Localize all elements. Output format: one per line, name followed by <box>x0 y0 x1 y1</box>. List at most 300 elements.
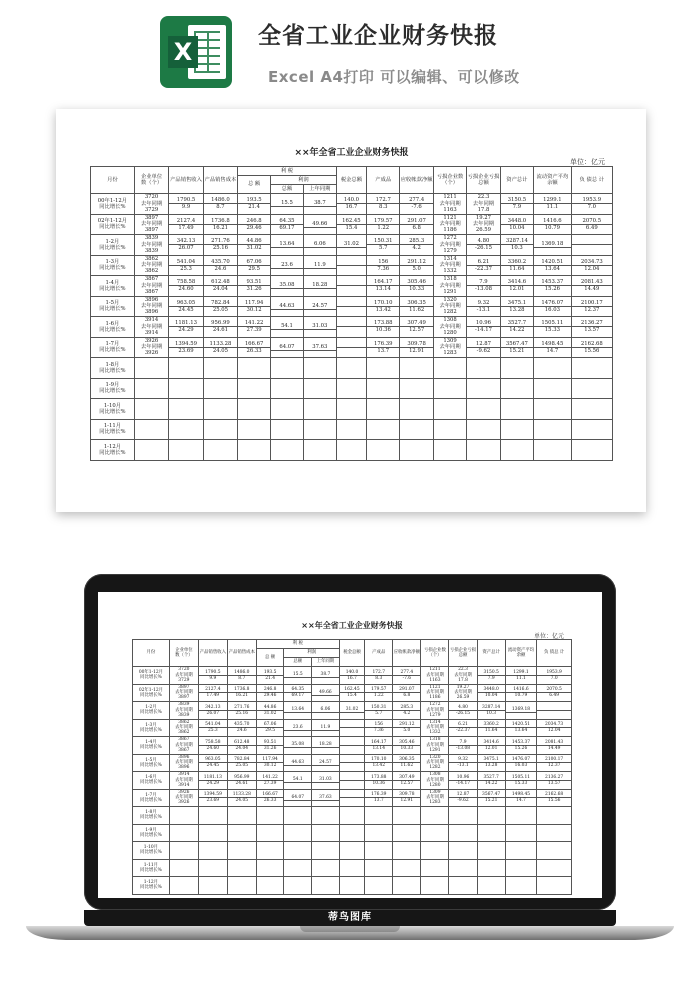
cell-recv: 309.78 12.91 <box>400 337 433 358</box>
cell-loss-amt <box>467 419 500 440</box>
col-receivable: 应收帐款净额 <box>400 167 433 194</box>
cell-same: 24.57 <box>312 754 340 772</box>
cell-sales <box>198 842 227 860</box>
cell-units <box>169 807 198 825</box>
cell-current: 1420.51 13.64 <box>505 719 537 737</box>
cell-profit <box>271 440 304 461</box>
cell-total <box>256 877 284 895</box>
cell-recv: 291.07 6.8 <box>393 684 421 702</box>
document-preview <box>56 109 646 512</box>
cell-liab <box>537 702 572 720</box>
cell-total <box>256 859 284 877</box>
cell-same <box>312 842 340 860</box>
col-current-assets: 流动资产平均余额 <box>534 167 572 194</box>
cell-loss-amt: 6.21 -22.37 <box>449 719 477 737</box>
cell-units: 3867 去年同期 3867 <box>134 276 168 297</box>
cell-current: 1416.6 10.79 <box>534 214 572 235</box>
cell-assets: 3527.7 14.22 <box>500 317 533 338</box>
cell-assets <box>477 807 505 825</box>
cell-finished: 170.10 13.42 <box>365 754 393 772</box>
cell-total: 44.86 31.02 <box>238 235 271 256</box>
cell-loss-amt: 9.32 -13.1 <box>467 296 500 317</box>
row-label: 1-2月 同比增长% <box>91 235 135 256</box>
cell-recv: 306.35 11.62 <box>393 754 421 772</box>
cell-total: 141.22 27.39 <box>256 772 284 790</box>
table-row <box>91 378 613 399</box>
cell-same <box>312 877 340 895</box>
cell-assets <box>477 824 505 842</box>
table-row <box>91 235 613 256</box>
table-row <box>91 255 613 276</box>
cell-finished <box>367 419 400 440</box>
cell-profit: 35.08 <box>271 276 304 297</box>
cell-liab: 2100.17 12.37 <box>537 754 572 772</box>
cell-sales <box>198 824 227 842</box>
cell-loss-amt: 4.80 -26.15 <box>467 235 500 256</box>
cell-current: 1476.07 16.03 <box>505 754 537 772</box>
cell-loss-amt: 12.87 -9.62 <box>467 337 500 358</box>
cell-profit: 44.63 <box>271 296 304 317</box>
cell-loss-units: 1211 去年同期 1163 <box>421 667 449 685</box>
cell-loss-units: 1272 去年同期 1279 <box>421 702 449 720</box>
cell-cost: 612.48 24.04 <box>203 276 237 297</box>
cell-liab: 2070.5 6.49 <box>571 214 612 235</box>
cell-loss-units: 1318 去年同期 1291 <box>421 737 449 755</box>
cell-recv <box>393 842 421 860</box>
cell-total: 93.51 31.26 <box>256 737 284 755</box>
table-row <box>133 859 572 877</box>
cell-profit <box>271 358 304 379</box>
table-row <box>133 667 572 685</box>
cell-sales <box>169 440 203 461</box>
cell-profit <box>271 419 304 440</box>
table-row <box>91 358 613 379</box>
cell-finished <box>365 842 393 860</box>
cell-loss-units <box>421 807 449 825</box>
cell-liab <box>537 842 572 860</box>
cell-liab <box>537 807 572 825</box>
cell-cost: 782.84 25.05 <box>227 754 256 772</box>
cell-loss-amt <box>467 440 500 461</box>
table-row <box>133 789 572 807</box>
cell-profit <box>271 378 304 399</box>
cell-recv <box>393 824 421 842</box>
col-loss-amount: 亏损企业亏损总额 <box>449 640 477 667</box>
cell-loss-units: 1308 去年同期 1280 <box>421 772 449 790</box>
cell-cost: 1736.8 16.21 <box>203 214 237 235</box>
cell-cost <box>227 859 256 877</box>
col-sales-cost: 产品销售成本 <box>227 640 256 667</box>
cell-cost <box>203 399 237 420</box>
cell-loss-units <box>421 842 449 860</box>
col-current-assets: 流动资产平均余额 <box>505 640 537 667</box>
cell-cost: 1133.28 24.05 <box>203 337 237 358</box>
cell-loss-amt <box>449 824 477 842</box>
col-same-period: 上年同期 <box>312 658 340 667</box>
cell-same <box>303 378 336 399</box>
report-table <box>132 639 572 895</box>
cell-units: 3839 去年同期 3839 <box>134 235 168 256</box>
col-assets: 资产总计 <box>477 640 505 667</box>
cell-recv: 307.49 12.57 <box>400 317 433 338</box>
cell-assets: 3414.6 12.01 <box>477 737 505 755</box>
cell-tax: 31.02 <box>339 702 364 720</box>
cell-current <box>534 419 572 440</box>
cell-units: 3862 去年同期 3862 <box>134 255 168 276</box>
cell-recv: 285.3 4.2 <box>400 235 433 256</box>
cell-cost: 1736.8 16.21 <box>227 684 256 702</box>
cell-same: 18.28 <box>303 276 336 297</box>
table-row <box>133 719 572 737</box>
row-label: 1-5月 同比增长% <box>133 754 170 772</box>
cell-recv: 277.4 -7.6 <box>393 667 421 685</box>
cell-same: 11.9 <box>303 255 336 276</box>
cell-profit: 64.07 <box>271 337 304 358</box>
table-row <box>91 276 613 297</box>
cell-liab: 2081.43 14.49 <box>537 737 572 755</box>
row-label: 00年1-12月 同比增长% <box>133 667 170 685</box>
cell-recv: 291.12 5.0 <box>393 719 421 737</box>
cell-profit: 15.5 <box>271 194 304 215</box>
cell-profit <box>271 399 304 420</box>
col-profit-tax: 利 税 <box>256 640 339 649</box>
row-label: 1-9月 同比增长% <box>91 378 135 399</box>
cell-current <box>534 399 572 420</box>
cell-assets: 3527.7 14.22 <box>477 772 505 790</box>
cell-loss-units: 1211 去年同期 1163 <box>433 194 466 215</box>
col-loss-units: 亏损企业数（个） <box>421 640 449 667</box>
cell-loss-amt <box>449 859 477 877</box>
table-row <box>91 194 613 215</box>
cell-assets: 3414.6 12.01 <box>500 276 533 297</box>
cell-units <box>169 859 198 877</box>
cell-sales: 1181.13 24.29 <box>198 772 227 790</box>
cell-loss-units <box>433 440 466 461</box>
excel-icon: X <box>160 16 232 88</box>
cell-loss-amt: 19.27 去年同期 26.59 <box>467 214 500 235</box>
cell-tax <box>339 807 364 825</box>
cell-sales: 758.58 24.60 <box>198 737 227 755</box>
cell-tax <box>339 772 364 790</box>
cell-current <box>505 859 537 877</box>
cell-finished: 172.7 8.3 <box>365 667 393 685</box>
cell-finished: 150.31 5.7 <box>367 235 400 256</box>
cell-loss-amt <box>449 842 477 860</box>
col-profit: 利润 <box>271 176 337 185</box>
cell-recv <box>400 399 433 420</box>
cell-same: 37.63 <box>312 789 340 807</box>
cell-same: 6.06 <box>303 235 336 256</box>
row-label: 1-7月 同比增长% <box>91 337 135 358</box>
col-finished: 产成品 <box>365 640 393 667</box>
cell-total: 67.06 29.5 <box>256 719 284 737</box>
cell-tax <box>339 859 364 877</box>
cell-finished: 179.57 1.22 <box>367 214 400 235</box>
col-assets: 资产总计 <box>500 167 533 194</box>
row-label: 02年1-12月 同比增长% <box>133 684 170 702</box>
cell-profit: 44.63 <box>284 754 312 772</box>
cell-loss-units: 1308 去年同期 1280 <box>433 317 466 338</box>
cell-cost <box>227 824 256 842</box>
cell-current <box>534 440 572 461</box>
cell-loss-amt: 10.96 -14.17 <box>467 317 500 338</box>
cell-same <box>312 807 340 825</box>
cell-assets <box>500 358 533 379</box>
laptop-notch <box>300 926 400 932</box>
row-label: 02年1-12月 同比增长% <box>91 214 135 235</box>
cell-units: 3914 去年同期 3914 <box>169 772 198 790</box>
cell-profit: 13.64 <box>284 702 312 720</box>
col-tax-total: 税金总额 <box>339 640 364 667</box>
cell-current <box>505 842 537 860</box>
row-label: 1-12月 同比增长% <box>133 877 170 895</box>
row-label: 1-12月 同比增长% <box>91 440 135 461</box>
cell-loss-amt: 22.3 去年同期 17.8 <box>467 194 500 215</box>
cell-units: 3926 去年同期 3926 <box>169 789 198 807</box>
cell-liab <box>571 378 612 399</box>
col-profit-total: 总额 <box>284 658 312 667</box>
cell-finished: 176.39 13.7 <box>365 789 393 807</box>
cell-profit: 64.35 69.17 <box>271 214 304 235</box>
cell-loss-amt: 10.96 -14.17 <box>449 772 477 790</box>
cell-cost: 271.76 25.16 <box>227 702 256 720</box>
cell-same: 31.03 <box>312 772 340 790</box>
table-row <box>133 824 572 842</box>
cell-finished: 173.88 10.36 <box>365 772 393 790</box>
col-liabilities: 负 债总 计 <box>571 167 612 194</box>
cell-tax <box>336 337 366 358</box>
cell-current: 1453.37 15.26 <box>534 276 572 297</box>
cell-same: 11.9 <box>312 719 340 737</box>
col-units: 企业单位 数（个） <box>169 640 198 667</box>
cell-loss-units: 1318 去年同期 1291 <box>433 276 466 297</box>
cell-sales: 1790.5 9.9 <box>198 667 227 685</box>
cell-finished: 164.17 13.14 <box>365 737 393 755</box>
cell-units: 3897 去年同期 3897 <box>134 214 168 235</box>
cell-sales: 1181.13 24.29 <box>169 317 203 338</box>
cell-units <box>169 824 198 842</box>
cell-sales <box>169 419 203 440</box>
cell-finished <box>367 358 400 379</box>
cell-same <box>312 859 340 877</box>
cell-tax <box>339 789 364 807</box>
cell-tax <box>339 719 364 737</box>
col-units: 企业单位 数（个） <box>134 167 168 194</box>
cell-sales <box>198 859 227 877</box>
cell-total: 193.5 21.4 <box>256 667 284 685</box>
cell-assets <box>500 419 533 440</box>
row-label: 1-4月 同比增长% <box>133 737 170 755</box>
cell-tax: 140.0 16.7 <box>336 194 366 215</box>
cell-tax <box>336 255 366 276</box>
row-label: 1-2月 同比增长% <box>133 702 170 720</box>
cell-recv <box>400 419 433 440</box>
row-label: 1-10月 同比增长% <box>133 842 170 860</box>
cell-current: 1476.07 16.03 <box>534 296 572 317</box>
cell-same: 37.63 <box>303 337 336 358</box>
cell-total: 246.8 29.46 <box>238 214 271 235</box>
cell-loss-amt: 6.21 -22.37 <box>467 255 500 276</box>
cell-total: 166.67 26.33 <box>256 789 284 807</box>
cell-finished: 156 7.36 <box>365 719 393 737</box>
cell-finished: 173.88 10.36 <box>367 317 400 338</box>
cell-tax <box>336 419 366 440</box>
cell-profit: 23.6 <box>284 719 312 737</box>
cell-loss-amt: 22.3 去年同期 17.8 <box>449 667 477 685</box>
cell-loss-units <box>421 877 449 895</box>
cell-loss-amt <box>449 877 477 895</box>
cell-cost <box>203 419 237 440</box>
cell-cost: 956.99 24.61 <box>227 772 256 790</box>
col-sales-revenue: 产品销售收入 <box>198 640 227 667</box>
cell-same: 38.7 <box>303 194 336 215</box>
cell-tax <box>339 842 364 860</box>
cell-recv <box>393 859 421 877</box>
cell-total <box>238 378 271 399</box>
cell-liab: 1953.9 7.0 <box>537 667 572 685</box>
cell-cost: 271.76 25.16 <box>203 235 237 256</box>
cell-sales: 2127.4 17.49 <box>169 214 203 235</box>
cell-profit: 35.08 <box>284 737 312 755</box>
cell-current <box>534 378 572 399</box>
cell-units <box>134 378 168 399</box>
cell-current <box>505 824 537 842</box>
report-table <box>90 166 613 461</box>
cell-same <box>303 358 336 379</box>
col-month: 月份 <box>91 167 135 194</box>
cell-total <box>256 824 284 842</box>
cell-tax <box>336 296 366 317</box>
cell-tax <box>336 440 366 461</box>
cell-total <box>256 807 284 825</box>
cell-total <box>238 399 271 420</box>
table-row <box>91 337 613 358</box>
cell-assets: 3448.0 10.04 <box>500 214 533 235</box>
cell-units: 3839 去年同期 3839 <box>169 702 198 720</box>
cell-units: 3862 去年同期 3862 <box>169 719 198 737</box>
cell-units: 3926 去年同期 3926 <box>134 337 168 358</box>
cell-loss-amt: 4.80 -26.15 <box>449 702 477 720</box>
cell-current: 1369.18 <box>534 235 572 256</box>
col-same-period: 上年同期 <box>303 185 336 194</box>
cell-finished <box>365 824 393 842</box>
cell-same: 18.28 <box>312 737 340 755</box>
cell-assets <box>500 440 533 461</box>
cell-sales <box>169 358 203 379</box>
cell-tax <box>336 276 366 297</box>
cell-current: 1498.45 14.7 <box>505 789 537 807</box>
cell-loss-units: 1320 去年同期 1282 <box>433 296 466 317</box>
page-subtitle: Excel A4打印 可以编辑、可以修改 <box>268 68 520 86</box>
cell-finished: 164.17 13.14 <box>367 276 400 297</box>
cell-finished: 179.57 1.22 <box>365 684 393 702</box>
table-row <box>91 419 613 440</box>
row-label: 1-10月 同比增长% <box>91 399 135 420</box>
cell-cost <box>203 358 237 379</box>
cell-sales: 963.05 24.45 <box>198 754 227 772</box>
table-row <box>133 772 572 790</box>
cell-cost <box>203 378 237 399</box>
row-label: 1-3月 同比增长% <box>91 255 135 276</box>
row-label: 00年1-12月 同比增长% <box>91 194 135 215</box>
cell-liab <box>571 419 612 440</box>
cell-cost: 1486.0 8.7 <box>203 194 237 215</box>
cell-assets: 3287.14 10.3 <box>477 702 505 720</box>
col-finished: 产成品 <box>367 167 400 194</box>
cell-assets <box>477 859 505 877</box>
col-total: 总 额 <box>238 176 271 194</box>
cell-loss-amt <box>449 807 477 825</box>
cell-liab: 2081.43 14.49 <box>571 276 612 297</box>
col-tax-total: 税金总额 <box>336 167 366 194</box>
row-label: 1-11月 同比增长% <box>133 859 170 877</box>
table-row <box>91 214 613 235</box>
cell-finished: 156 7.36 <box>367 255 400 276</box>
cell-recv: 277.4 -7.6 <box>400 194 433 215</box>
row-label: 1-3月 同比增长% <box>133 719 170 737</box>
cell-finished <box>365 807 393 825</box>
cell-total: 93.51 31.26 <box>238 276 271 297</box>
cell-same: 6.06 <box>312 702 340 720</box>
table-row <box>133 754 572 772</box>
cell-liab <box>571 358 612 379</box>
cell-total <box>238 358 271 379</box>
cell-current: 1453.37 15.26 <box>505 737 537 755</box>
cell-profit: 64.35 69.17 <box>284 684 312 702</box>
row-label: 1-6月 同比增长% <box>91 317 135 338</box>
cell-sales: 758.58 24.60 <box>169 276 203 297</box>
cell-loss-units: 1314 去年同期 1332 <box>421 719 449 737</box>
cell-units <box>169 877 198 895</box>
cell-recv <box>400 378 433 399</box>
cell-units: 3720 去年同期 3729 <box>134 194 168 215</box>
cell-assets <box>500 399 533 420</box>
cell-assets: 3150.5 7.9 <box>477 667 505 685</box>
cell-assets: 3567.47 15.21 <box>477 789 505 807</box>
cell-assets: 3287.14 10.3 <box>500 235 533 256</box>
cell-loss-units <box>433 419 466 440</box>
cell-profit: 54.1 <box>284 772 312 790</box>
cell-tax <box>336 378 366 399</box>
cell-loss-amt: 7.9 -13.08 <box>449 737 477 755</box>
row-label: 1-6月 同比增长% <box>133 772 170 790</box>
col-sales-cost: 产品销售成本 <box>203 167 237 194</box>
cell-recv: 307.49 12.57 <box>393 772 421 790</box>
cell-loss-amt <box>467 358 500 379</box>
report-title: ××年全省工业企业财务快报 <box>301 621 403 630</box>
cell-finished: 150.31 5.7 <box>365 702 393 720</box>
report-unit: 单位：亿元 <box>533 633 564 640</box>
cell-profit <box>284 877 312 895</box>
cell-profit <box>284 842 312 860</box>
cell-finished <box>365 877 393 895</box>
cell-liab: 2162.68 15.56 <box>537 789 572 807</box>
col-loss-units: 亏损企业数（个） <box>433 167 466 194</box>
header <box>0 0 700 100</box>
cell-current: 1505.11 15.33 <box>505 772 537 790</box>
cell-sales: 541.04 25.3 <box>198 719 227 737</box>
table-row <box>91 296 613 317</box>
cell-assets: 3475.1 13.28 <box>477 754 505 772</box>
table-row <box>91 399 613 420</box>
table-row <box>91 440 613 461</box>
cell-same <box>312 824 340 842</box>
cell-tax: 31.02 <box>336 235 366 256</box>
cell-total: 44.86 31.02 <box>256 702 284 720</box>
cell-cost: 782.84 25.05 <box>203 296 237 317</box>
cell-liab: 2100.17 12.37 <box>571 296 612 317</box>
cell-cost: 956.99 24.61 <box>203 317 237 338</box>
